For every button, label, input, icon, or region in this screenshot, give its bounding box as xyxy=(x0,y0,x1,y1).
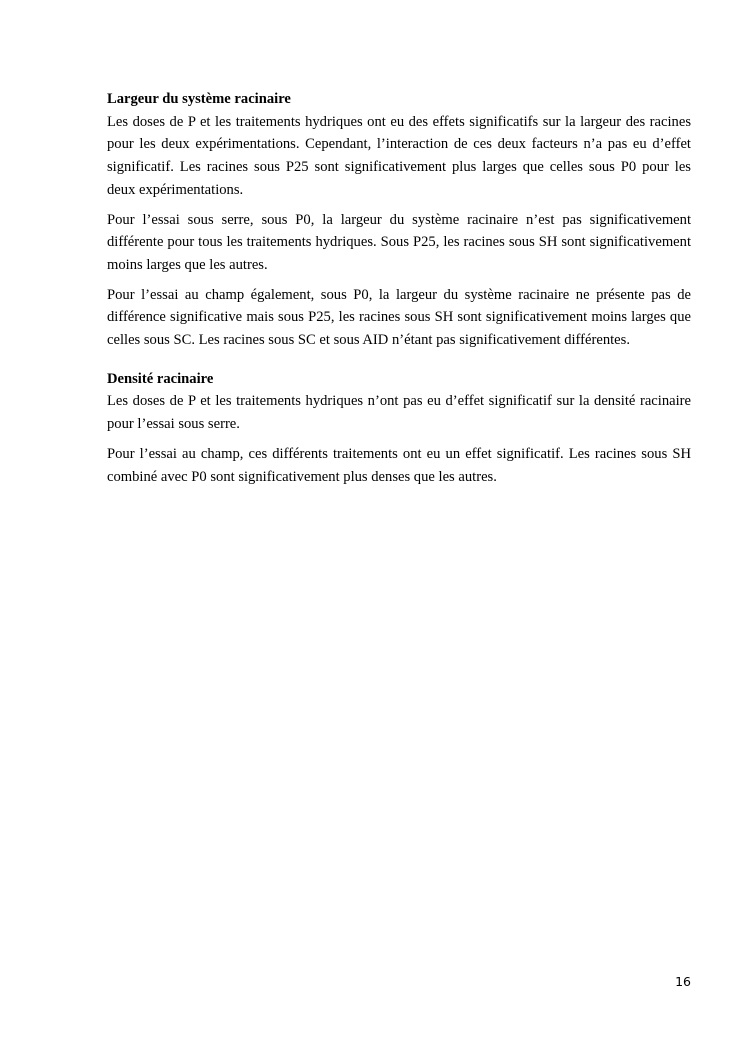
page-content xyxy=(107,88,691,495)
paragraph: Les doses de P et les traitements hydriques n’ont pas eu d’effet significatif sur la densité racinaire pour l’essai sous serre. xyxy=(107,393,691,433)
section-root-width xyxy=(107,88,691,352)
paragraph: Pour l’essai au champ également, sous P0, la largeur du système racinaire ne présente pas de différence significative mais sous P25, les racines sous SH sont significativement moins larges que celles sous SC. Les racines sous SC et sous AID n’étant pas significativement différentes. xyxy=(107,286,691,349)
paragraph: Pour l’essai au champ, ces différents traitements ont eu un effet significatif. Les racines sous SH combiné avec P0 sont significativement plus denses que les autres. xyxy=(107,445,691,485)
page-number: 16 xyxy=(675,974,691,989)
section-heading: Densité racinaire xyxy=(107,370,214,387)
paragraph: Pour l’essai sous serre, sous P0, la largeur du système racinaire n’est pas significativement différente pour tous les traitements hydriques. Sous P25, les racines sous SH sont significativement moins larges que les autres. xyxy=(107,211,691,273)
section-root-density xyxy=(107,368,691,489)
section-heading: Largeur du système racinaire xyxy=(107,91,291,107)
paragraph: Les doses de P et les traitements hydriques ont eu des effets significatifs sur la largeur des racines pour les deux expérimentations. Cependant, l’interaction de ces deux facteurs n’a pas eu d’effet significatif. Les racines sous P25 sont significativement plus larges que celles sous P0 pour les deux expérimentations. xyxy=(107,113,691,198)
section-spacer xyxy=(107,359,691,368)
